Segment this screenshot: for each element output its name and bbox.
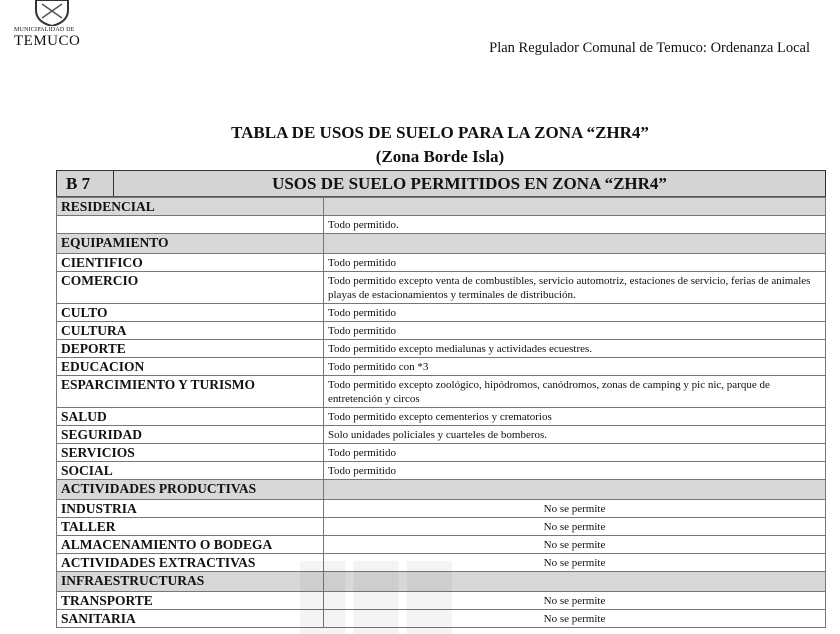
table-row [57,462,826,480]
use-condition: Todo permitido excepto cementerios y crematorios [324,408,826,426]
logo-small-text: MUNICIPALIDAD DE [14,27,75,33]
use-condition: Todo permitido [324,254,826,272]
use-condition: Todo permitido con *3 [324,358,826,376]
table-row [57,272,826,304]
use-condition: Solo unidades policiales y cuarteles de bomberos. [324,426,826,444]
table-code: B 7 [57,171,114,196]
use-category: RESIDENCIAL [57,198,324,216]
table-row [57,216,826,234]
use-category: TALLER [57,518,324,536]
table-row [57,358,826,376]
use-category: ACTIVIDADES PRODUCTIVAS [57,480,324,500]
use-category: EQUIPAMIENTO [57,234,324,254]
table-row [57,340,826,358]
use-condition [324,234,826,254]
use-category: SEGURIDAD [57,426,324,444]
table-row [57,304,826,322]
table-row [57,376,826,408]
table-row [57,518,826,536]
use-condition: Todo permitido [324,322,826,340]
table-row [57,426,826,444]
use-category: TRANSPORTE [57,592,324,610]
section-row [57,198,826,216]
use-condition: Todo permitido excepto medialunas y actividades ecuestres. [324,340,826,358]
use-category: ALMACENAMIENTO O BODEGA [57,536,324,554]
table-row [57,500,826,518]
use-condition: Todo permitido excepto venta de combustibles, servicio automotriz, estaciones de servicio, ferias de animales playas de estacionamientos y terminales de distribución. [324,272,826,304]
use-category: SERVICIOS [57,444,324,462]
table-heading: USOS DE SUELO PERMITIDOS EN ZONA “ZHR4” [272,174,667,193]
use-condition: Todo permitido [324,304,826,322]
use-category: SOCIAL [57,462,324,480]
page-title: TABLA DE USOS DE SUELO PARA LA ZONA “ZHR4” [231,123,649,142]
use-category: CIENTIFICO [57,254,324,272]
table-row [57,408,826,426]
municipal-logo [14,0,94,52]
use-condition: No se permite [324,610,826,628]
use-condition: No se permite [324,554,826,572]
use-category: INFRAESTRUCTURAS [57,572,324,592]
use-condition: No se permite [324,592,826,610]
use-category: SANITARIA [57,610,324,628]
use-category: CULTURA [57,322,324,340]
coat-of-arms-icon [32,0,72,26]
use-condition: Todo permitido excepto zoológico, hipódromos, canódromos, zonas de camping y pic nic, parque de entretención y circos [324,376,826,408]
use-condition: Todo permitido. [324,216,826,234]
use-category: EDUCACION [57,358,324,376]
use-category [57,216,324,234]
watermark-graphic [300,560,460,634]
table-row [57,322,826,340]
use-condition: No se permite [324,536,826,554]
use-condition [324,198,826,216]
table-row [57,254,826,272]
use-category: DEPORTE [57,340,324,358]
table-row [57,536,826,554]
use-category: ESPARCIMIENTO Y TURISMO [57,376,324,408]
use-condition: Todo permitido [324,444,826,462]
use-condition: Todo permitido [324,462,826,480]
use-condition: No se permite [324,500,826,518]
use-condition [324,480,826,500]
section-row [57,234,826,254]
use-category: COMERCIO [57,272,324,304]
use-category: ACTIVIDADES EXTRACTIVAS [57,554,324,572]
table-header [56,170,826,197]
section-row [57,480,826,500]
use-category: INDUSTRIA [57,500,324,518]
use-condition: No se permite [324,518,826,536]
table-row [57,444,826,462]
page-subtitle: (Zona Borde Isla) [375,147,505,166]
use-category: CULTO [57,304,324,322]
use-category: SALUD [57,408,324,426]
logo-big-text: TEMUCO [14,33,81,49]
document-header: Plan Regulador Comunal de Temuco: Ordenanza Local [489,40,810,56]
